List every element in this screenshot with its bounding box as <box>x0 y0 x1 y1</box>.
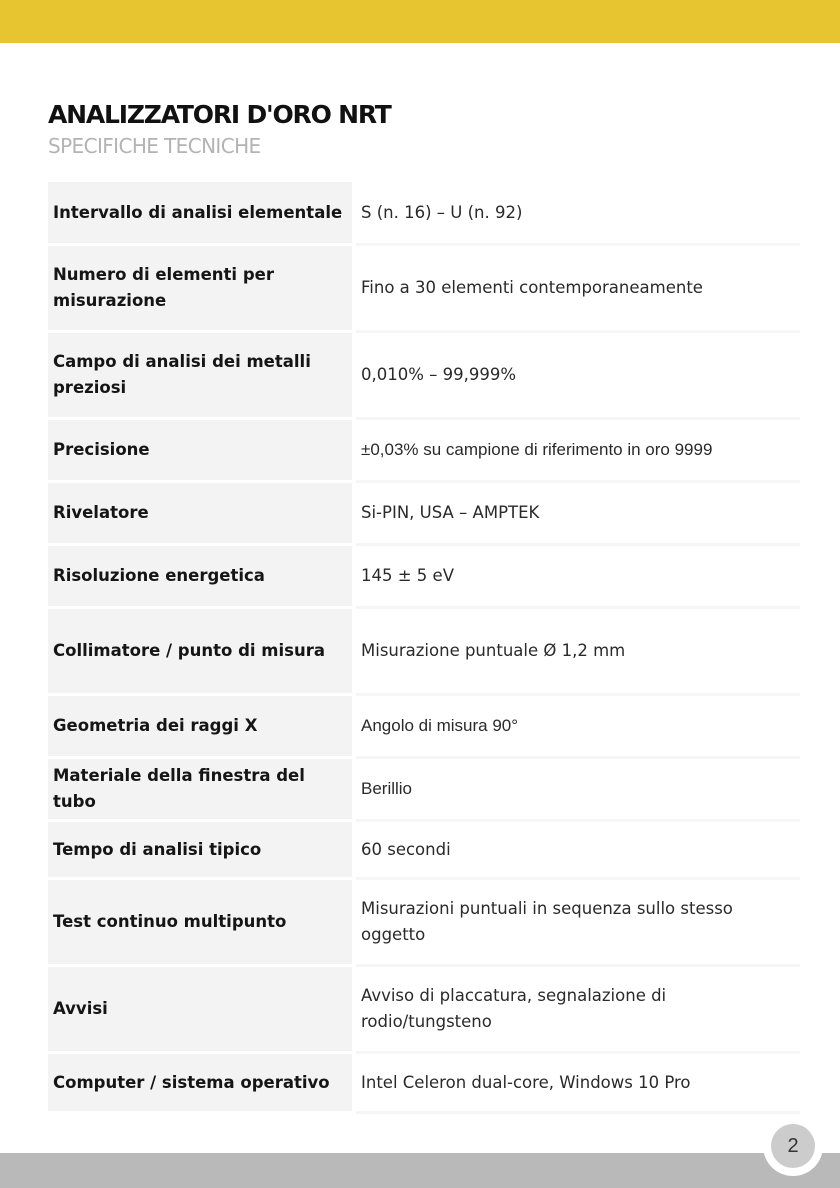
spec-value: 0,010% – 99,999% <box>356 333 800 420</box>
spec-label: Geometria dei raggi X <box>48 696 356 759</box>
spec-value: Misurazioni puntuali in sequenza sullo stesso oggetto <box>356 880 800 967</box>
spec-row <box>48 420 800 483</box>
spec-label: Computer / sistema operativo <box>48 1054 356 1114</box>
header-accent-bar <box>0 0 840 43</box>
spec-value: Misurazione puntuale Ø 1,2 mm <box>356 609 800 696</box>
spec-value: Berillio <box>356 759 800 822</box>
spec-label: Risoluzione energetica <box>48 546 356 609</box>
specs-table <box>48 182 800 1114</box>
page-number-badge <box>763 1116 823 1176</box>
spec-row <box>48 609 800 696</box>
spec-row <box>48 246 800 333</box>
page-title: ANALIZZATORI D'ORO NRT <box>48 100 391 129</box>
spec-label: Precisione <box>48 420 356 483</box>
spec-row <box>48 759 800 822</box>
page-number: 2 <box>771 1124 815 1168</box>
spec-value: Angolo di misura 90° <box>356 696 800 759</box>
spec-label: Collimatore / punto di misura <box>48 609 356 696</box>
spec-label: Avvisi <box>48 967 356 1054</box>
spec-value: 60 secondi <box>356 822 800 880</box>
spec-value: S (n. 16) – U (n. 92) <box>356 182 800 246</box>
spec-label: Tempo di analisi tipico <box>48 822 356 880</box>
spec-row <box>48 967 800 1054</box>
spec-value: Fino a 30 elementi contemporaneamente <box>356 246 800 333</box>
spec-label: Campo di analisi dei metalli preziosi <box>48 333 356 420</box>
spec-row <box>48 333 800 420</box>
spec-label: Materiale della finestra del tubo <box>48 759 356 822</box>
spec-value: Intel Celeron dual-core, Windows 10 Pro <box>356 1054 800 1114</box>
spec-label: Numero di elementi per misurazione <box>48 246 356 333</box>
spec-row <box>48 1054 800 1114</box>
spec-row <box>48 822 800 880</box>
spec-label: Rivelatore <box>48 483 356 546</box>
spec-row <box>48 696 800 759</box>
spec-row <box>48 880 800 967</box>
footer-bar <box>0 1153 840 1188</box>
spec-value: Si-PIN, USA – AMPTEK <box>356 483 800 546</box>
spec-row <box>48 546 800 609</box>
spec-row <box>48 483 800 546</box>
spec-value: Avviso di placcatura, segnalazione di rodio/tungsteno <box>356 967 800 1054</box>
spec-value: ±0,03% su campione di riferimento in oro 9999 <box>356 420 800 483</box>
spec-row <box>48 182 800 246</box>
spec-label: Test continuo multipunto <box>48 880 356 967</box>
spec-label: Intervallo di analisi elementale <box>48 182 356 246</box>
page-subtitle: SPECIFICHE TECNICHE <box>48 134 261 158</box>
spec-value: 145 ± 5 eV <box>356 546 800 609</box>
